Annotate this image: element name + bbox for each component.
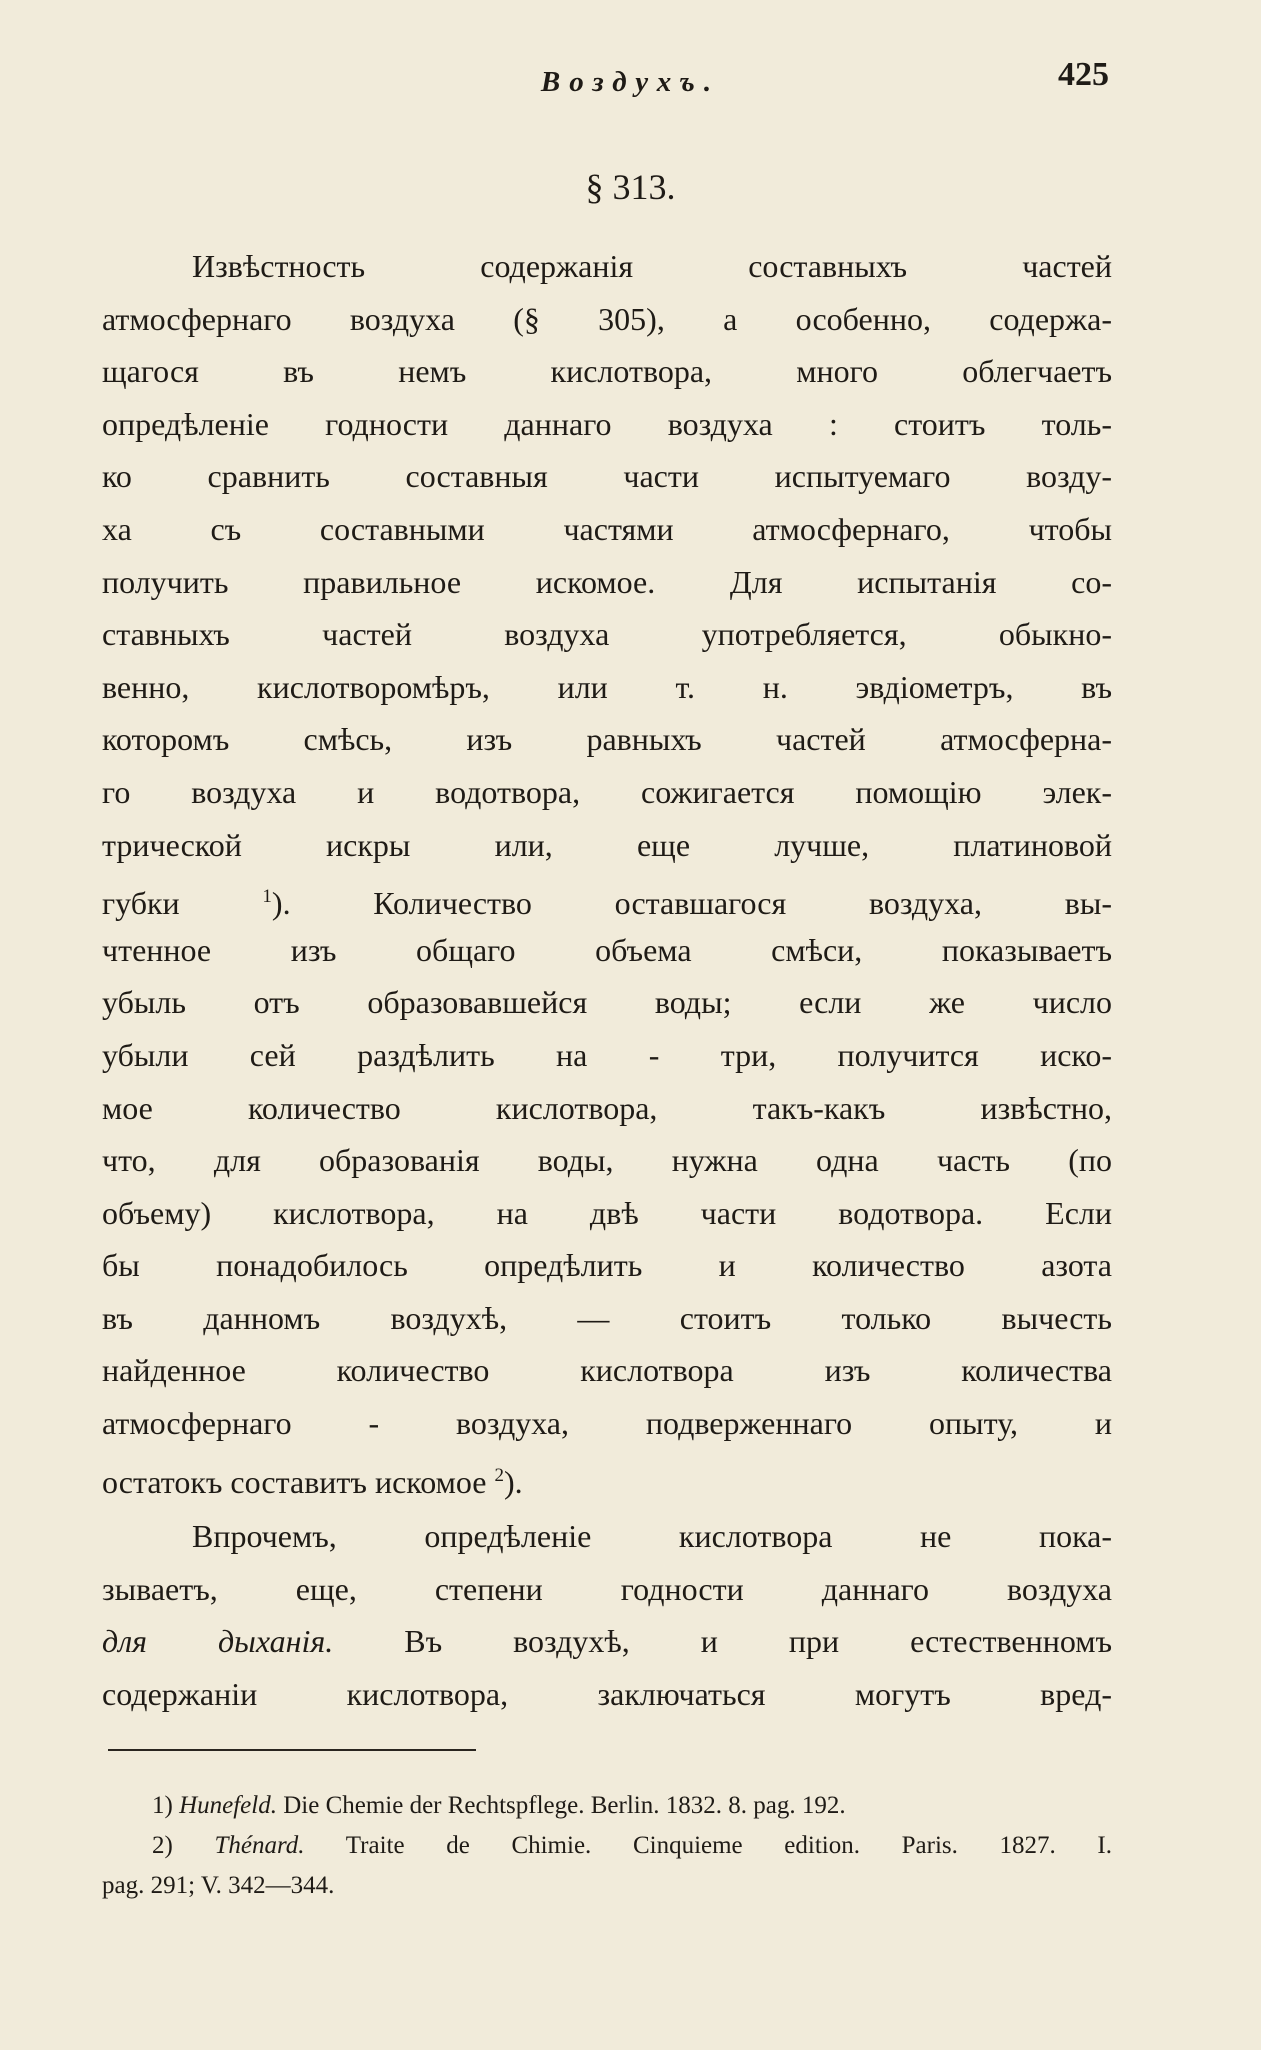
text-line: зываетъ, еще, степени годности даннаго воздуха [102, 1570, 1112, 1607]
text-line: убыли сей раздѣлить на - три, получится иско- [102, 1036, 1112, 1073]
body-text [102, 240, 1112, 1721]
text-line-with-footnote-ref [102, 1450, 1112, 1503]
text-line: трической искры или, еще лучше, платиновой [102, 826, 1112, 863]
line-text: ). [503, 1463, 523, 1500]
emphasized-text: для дыханія. [102, 1623, 334, 1660]
text-line: ко сравнить составныя части испытуемаго возду- [102, 458, 1112, 495]
footnote-text: Traite de Chimie. Cinquieme edition. Paris. 1827. I. [345, 1832, 1112, 1859]
footnote-ref-1[interactable]: 1 [262, 886, 272, 908]
text-line: бы понадобилось опредѣлить и количество азота [102, 1247, 1112, 1284]
text-line: что, для образованія воды, нужна одна часть (по [102, 1142, 1112, 1179]
footnote-2-continuation: pag. 291; V. 342—344. [102, 1872, 335, 1899]
line-text: Въ воздухѣ, и при естественномъ [404, 1623, 1113, 1660]
text-line-with-footnote-ref [102, 871, 1112, 924]
text-line: которомъ смѣсь, изъ равныхъ частей атмосферна- [102, 721, 1112, 758]
footnote-1 [102, 1786, 1112, 1826]
text-line: Извѣстность содержанія составныхъ частей [192, 248, 1112, 284]
text-line [102, 1615, 1112, 1668]
line-text: губки [102, 885, 180, 922]
footnote-marker: 2) [152, 1832, 173, 1859]
text-line: ставныхъ частей воздуха употребляется, обыкно- [102, 616, 1112, 653]
footnote-author: Thénard. [214, 1832, 305, 1859]
running-title: Воздухъ. [540, 66, 721, 98]
footnote-author: Hunefeld. [179, 1792, 277, 1819]
footnote-marker: 1) [152, 1792, 173, 1819]
footnote-separator [108, 1749, 476, 1751]
text-line: найденное количество кислотвора изъ количества [102, 1352, 1112, 1389]
footnote-ref-2[interactable]: 2 [494, 1464, 504, 1486]
text-line: чтенное изъ общаго объема смѣси, показываетъ [102, 931, 1112, 968]
footnote-2 [102, 1826, 1112, 1866]
line-text: остатокъ составитъ искомое [102, 1463, 487, 1500]
footnote-text: Die Chemie der Rechtspflege. Berlin. 1832. 8. pag. 192. [283, 1792, 846, 1819]
text-line: въ данномъ воздухѣ, — стоитъ только вычесть [102, 1299, 1112, 1336]
text-line: щагося въ немъ кислотвора, много облегчаетъ [102, 353, 1112, 390]
text-line: Впрочемъ, опредѣленіе кислотвора не пока- [192, 1518, 1112, 1555]
text-line: атмосфернаго - воздуха, подверженнаго опыту, и [102, 1405, 1112, 1442]
section-heading: § 313. [585, 167, 676, 207]
text-line: объему) кислотвора, на двѣ части водотвора. Если [102, 1194, 1112, 1231]
line-text: ). Количество оставшагося воздуха, вы- [271, 885, 1113, 922]
page-number: 425 [1058, 56, 1109, 93]
text-line: получить правильное искомое. Для испытанія со- [102, 563, 1112, 600]
text-line: го воздуха и водотвора, сожигается помощію элек- [102, 773, 1112, 810]
text-line: опредѣленіе годности даннаго воздуха : стоитъ толь- [102, 405, 1112, 442]
text-line: венно, кислотворомѣръ, или т. н. эвдіометръ, въ [102, 668, 1112, 705]
text-line: мое количество кислотвора, такъ-какъ извѣстно, [102, 1089, 1112, 1126]
text-line: содержаніи кислотвора, заключаться могутъ вред- [102, 1676, 1112, 1713]
text-line: атмосфернаго воздуха (§ 305), а особенно, содержа- [102, 300, 1112, 337]
text-line: ха съ составными частями атмосфернаго, чтобы [102, 510, 1112, 547]
footnotes [102, 1786, 1112, 1906]
text-line: убыль отъ образовавшейся воды; если же число [102, 984, 1112, 1021]
